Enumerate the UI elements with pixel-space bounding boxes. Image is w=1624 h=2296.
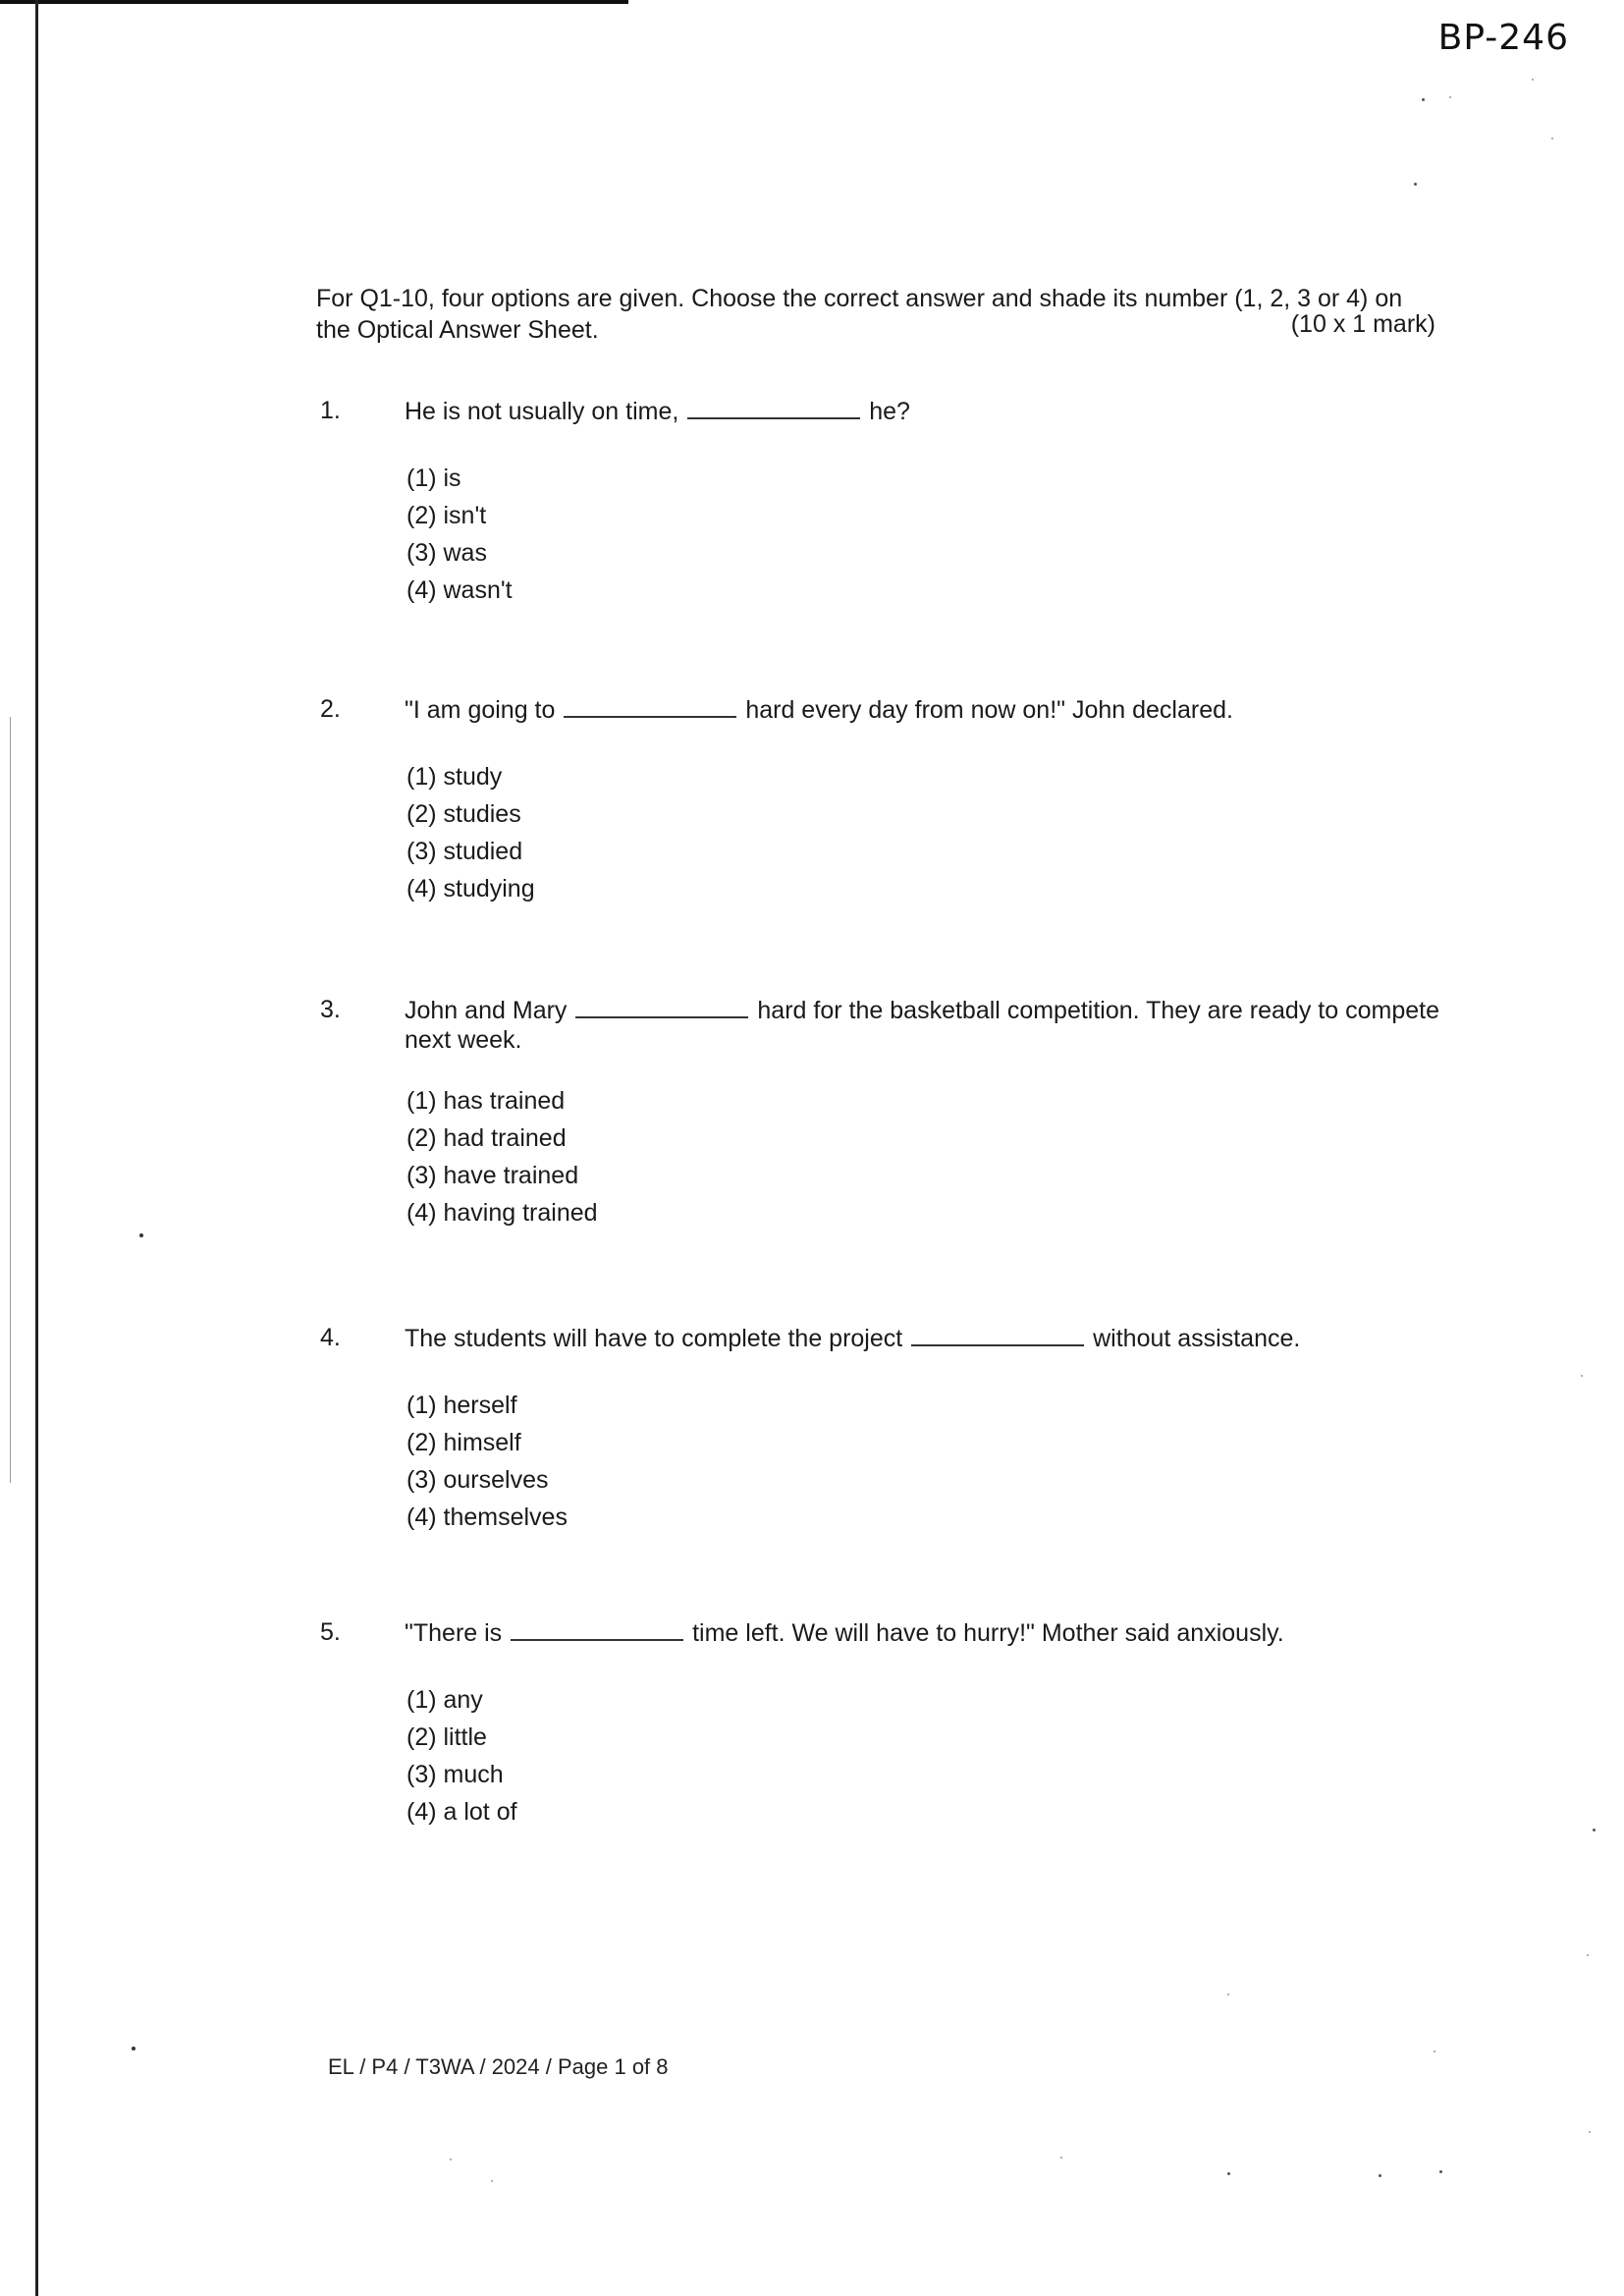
answer-blank (511, 1619, 683, 1641)
stem-after-blank: hard for the basketball competition. They are ready to compete next week. (405, 997, 1440, 1054)
option-list (406, 460, 1439, 609)
option-1: (1) any (406, 1686, 483, 1714)
stem-after-blank: time left. We will have to hurry!" Mother said anxiously. (692, 1619, 1284, 1647)
option-2: (2) isn't (406, 502, 487, 529)
question-2 (320, 695, 1439, 907)
question-number: 2. (320, 695, 341, 723)
stem-before-blank: He is not usually on time, (405, 398, 679, 425)
option-1: (1) study (406, 763, 503, 791)
scan-speck (450, 2159, 452, 2160)
option-list (406, 1387, 1439, 1536)
option-1: (1) has trained (406, 1087, 566, 1115)
stem-after-blank: hard every day from now on!" John declared. (745, 696, 1233, 724)
scan-speck (1589, 2131, 1591, 2133)
option-1: (1) herself (406, 1392, 517, 1419)
scan-speck (1532, 79, 1534, 81)
option-3: (3) have trained (406, 1162, 579, 1189)
stem-before-blank: "I am going to (405, 696, 556, 724)
question-number: 4. (320, 1324, 341, 1351)
option-4: (4) a lot of (406, 1798, 517, 1826)
scan-speck (1422, 98, 1425, 101)
question-number: 5. (320, 1618, 341, 1646)
option-1: (1) is (406, 465, 461, 492)
option-2: (2) himself (406, 1429, 521, 1456)
marks-allocation: (10 x 1 mark) (1290, 310, 1435, 338)
scan-speck (1227, 2172, 1230, 2175)
scan-speck (1414, 183, 1417, 186)
option-4: (4) having trained (406, 1199, 598, 1227)
stem-after-blank: without assistance. (1093, 1325, 1301, 1352)
question-number: 3. (320, 996, 341, 1023)
question-4 (320, 1324, 1439, 1536)
scan-speck (1060, 2157, 1062, 2159)
scan-speck (1227, 1994, 1229, 1995)
scan-speck (1434, 2050, 1435, 2052)
scan-speck (1551, 137, 1553, 139)
option-3: (3) was (406, 539, 487, 567)
answer-blank (575, 997, 748, 1018)
option-2: (2) had trained (406, 1124, 567, 1152)
answer-blank (911, 1325, 1084, 1346)
option-2: (2) studies (406, 800, 521, 828)
stem-before-blank: The students will have to complete the project (405, 1325, 903, 1352)
question-stem (405, 1324, 1439, 1353)
option-4: (4) themselves (406, 1503, 568, 1531)
question-stem (405, 695, 1439, 725)
scan-left-edge (35, 0, 38, 2296)
question-stem (405, 1618, 1439, 1648)
answer-blank (564, 696, 736, 718)
question-3 (320, 996, 1439, 1231)
scan-left-faint-line (10, 717, 11, 1483)
scan-speck (1439, 2170, 1442, 2173)
scan-speck (491, 2180, 493, 2182)
question-stem (405, 397, 1439, 426)
document-code: BP-246 (1437, 18, 1569, 58)
question-stem (405, 996, 1439, 1055)
section-instructions (316, 283, 1435, 346)
scan-speck (1581, 1375, 1583, 1377)
stem-before-blank: "There is (405, 1619, 503, 1647)
option-4: (4) wasn't (406, 576, 513, 604)
option-list (406, 1082, 1439, 1231)
stem-before-blank: John and Mary (405, 997, 568, 1024)
scan-top-edge (0, 0, 628, 4)
scan-speck (139, 1233, 143, 1237)
option-3: (3) studied (406, 838, 523, 865)
question-number: 1. (320, 397, 341, 424)
option-4: (4) studying (406, 875, 535, 902)
instructions-text: For Q1-10, four options are given. Choose the correct answer and shade its number (1, 2, 3 or 4) on the Optical Answer Sheet. (316, 285, 1403, 344)
question-5 (320, 1618, 1439, 1831)
page-footer: EL / P4 / T3WA / 2024 / Page 1 of 8 (328, 2054, 669, 2079)
answer-blank (687, 398, 860, 419)
scan-speck (1593, 1829, 1596, 1831)
stem-after-blank: he? (869, 398, 910, 425)
scan-speck (1379, 2174, 1381, 2177)
scan-speck (1587, 1954, 1589, 1956)
option-list (406, 758, 1439, 907)
scan-speck (1449, 96, 1451, 98)
option-2: (2) little (406, 1723, 487, 1751)
option-3: (3) ourselves (406, 1466, 549, 1494)
option-3: (3) much (406, 1761, 504, 1788)
option-list (406, 1681, 1439, 1831)
question-1 (320, 397, 1439, 609)
scan-speck (132, 2047, 135, 2050)
